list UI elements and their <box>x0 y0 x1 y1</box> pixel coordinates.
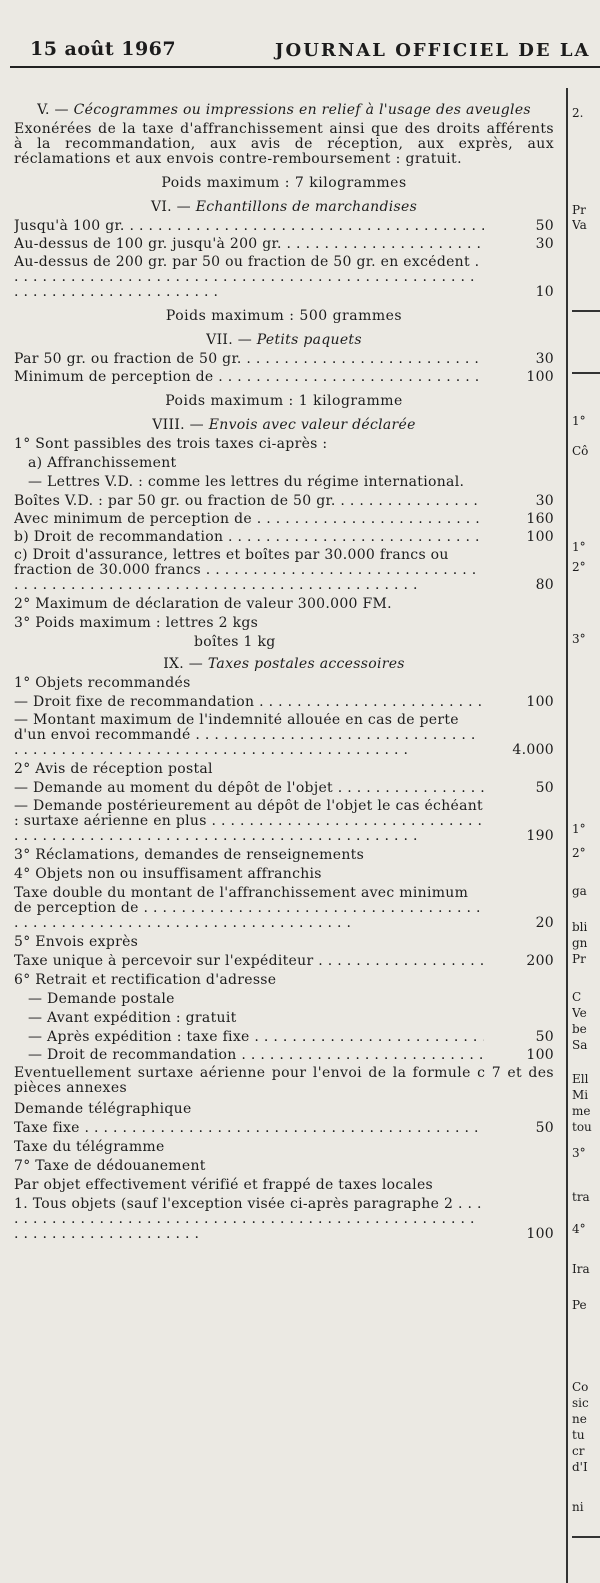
right-fragment: 4° <box>572 1222 586 1236</box>
right-fragment: Ve <box>572 1006 587 1020</box>
section-viii-intro: 1° Sont passibles des trois taxes ci-après : <box>14 436 328 452</box>
section-ix-s1: 1° Objets recommandés <box>14 675 191 691</box>
right-fragment: Pr <box>572 952 586 966</box>
right-rule <box>572 310 600 312</box>
right-rule <box>572 372 600 374</box>
right-fragment: d'I <box>572 1460 588 1474</box>
section-vi-max: Poids maximum : 500 grammes <box>165 308 403 324</box>
right-fragment: bli <box>572 920 588 934</box>
right-fragment: Cô <box>572 444 589 458</box>
section-vi-heading: VI. — Echantillons de marchandises <box>150 199 418 215</box>
right-fragment: Ell <box>572 1072 589 1086</box>
right-fragment: 2° <box>572 560 586 574</box>
right-fragment: Ira <box>572 1262 590 1276</box>
tariff-row: Taxe fixe . . . 50 <box>14 1121 554 1136</box>
right-fragment: cr <box>572 1444 585 1458</box>
section-v-heading: V. — Cécogrammes ou impressions en relief à l'usage des aveugles <box>37 102 531 118</box>
right-fragment: 3° <box>572 632 586 646</box>
tariff-row: — Demande postérieurement au dépôt de l'objet le cas échéant : surtaxe aérienne en plus . . . 190 <box>14 799 554 844</box>
tariff-row: 1. Tous objets (sauf l'exception visée ci-après paragraphe 2 . . . 100 <box>14 1197 554 1242</box>
left-column <box>14 96 554 1245</box>
section-ix-telegr: Demande télégraphique <box>14 1101 192 1117</box>
right-fragment: C <box>572 990 582 1004</box>
tariff-row: Jusqu'à 100 gr. . . . 50 <box>14 219 554 234</box>
column-rule <box>566 88 568 1583</box>
section-viii-poids: 3° Poids maximum : lettres 2 kgs <box>14 615 259 631</box>
right-fragment: tou <box>572 1120 592 1134</box>
tariff-row: — Droit fixe de recommandation . . . 100 <box>14 695 554 710</box>
section-ix-s7-text: Par objet effectivement vérifié et frappé de taxes locales <box>14 1177 434 1193</box>
section-v-max: Poids maximum : 7 kilogrammes <box>161 175 407 191</box>
tariff-row: Taxe double du montant de l'affranchissement avec minimum de perception de . . . 20 <box>14 886 554 931</box>
section-viii-max-decl: 2° Maximum de déclaration de valeur 300.000 FM. <box>14 596 392 612</box>
section-ix-s6-line: — Avant expédition : gratuit <box>28 1010 237 1026</box>
right-fragment: 3° <box>572 1146 586 1160</box>
section-viii-poids2: boîtes 1 kg <box>194 634 276 650</box>
header-rule <box>10 66 600 68</box>
tariff-row: — Après expédition : taxe fixe . . . 50 <box>14 1030 554 1045</box>
section-ix-s6-line: — Demande postale <box>28 991 175 1007</box>
tariff-row: Boîtes V.D. : par 50 gr. ou fraction de 50 gr. . . . 30 <box>14 494 554 509</box>
section-vii-heading: VII. — Petits paquets <box>206 332 362 348</box>
right-fragment: me <box>572 1104 591 1118</box>
right-fragment: sic <box>572 1396 589 1410</box>
tariff-row: Au-dessus de 200 gr. par 50 ou fraction de 50 gr. en excédent . . . 10 <box>14 255 554 300</box>
right-fragment: Pe <box>572 1298 587 1312</box>
right-fragment: Pr <box>572 203 586 217</box>
header-date: 15 août 1967 <box>30 38 177 60</box>
right-fragment: Co <box>572 1380 589 1394</box>
right-fragment: tra <box>572 1190 590 1204</box>
tariff-row: Au-dessus de 100 gr. jusqu'à 200 gr. . . . 30 <box>14 237 554 252</box>
right-fragment: gn <box>572 936 588 950</box>
section-ix-s3: 3° Réclamations, demandes de renseignements <box>14 847 365 863</box>
section-ix-heading: IX. — Taxes postales accessoires <box>163 656 405 672</box>
section-viii-a: a) Affranchissement <box>28 455 177 471</box>
section-ix-s2: 2° Avis de réception postal <box>14 761 213 777</box>
right-fragment: 2. <box>572 106 584 120</box>
section-viii-heading: VIII. — Envois avec valeur déclarée <box>152 417 416 433</box>
right-fragment: Va <box>572 218 587 232</box>
section-ix-eventuel: Eventuellement surtaxe aérienne pour l'envoi de la formule c 7 et des pièces annexes <box>14 1065 554 1096</box>
right-fragment: 2° <box>572 846 586 860</box>
right-fragment: 1° <box>572 414 586 428</box>
right-fragment: ga <box>572 884 587 898</box>
right-fragment: ne <box>572 1412 587 1426</box>
tariff-row: Avec minimum de perception de . . . 160 <box>14 512 554 527</box>
section-ix-s6: 6° Retrait et rectification d'adresse <box>14 972 277 988</box>
tariff-row: Minimum de perception de . . . 100 <box>14 370 554 385</box>
tariff-row: — Demande au moment du dépôt de l'objet . . . 50 <box>14 781 554 796</box>
tariff-row: c) Droit d'assurance, lettres et boîtes par 30.000 francs ou fraction de 30.000 francs . . . 80 <box>14 548 554 593</box>
section-ix-taxe-tel: Taxe du télégramme <box>14 1139 165 1155</box>
right-fragment: ni <box>572 1500 584 1514</box>
section-vii-max: Poids maximum : 1 kilogramme <box>165 393 403 409</box>
section-ix-s7: 7° Taxe de dédouanement <box>14 1158 206 1174</box>
right-fragment: Sa <box>572 1038 588 1052</box>
right-fragment: tu <box>572 1428 585 1442</box>
tariff-row: Taxe unique à percevoir sur l'expéditeur . . . 200 <box>14 954 554 969</box>
tariff-row: Par 50 gr. ou fraction de 50 gr. . . . 30 <box>14 352 554 367</box>
tariff-row: b) Droit de recommandation . . . 100 <box>14 530 554 545</box>
page-header <box>30 38 600 64</box>
section-viii-lettres: — Lettres V.D. : comme les lettres du régime international. <box>28 474 465 490</box>
header-title: JOURNAL OFFICIEL DE LA <box>275 40 591 61</box>
section-ix-s5: 5° Envois exprès <box>14 934 139 950</box>
section-ix-s4: 4° Objets non ou insuffisament affranchis <box>14 866 322 882</box>
right-fragment: be <box>572 1022 587 1036</box>
right-fragment: 1° <box>572 822 586 836</box>
tariff-row: — Droit de recommandation . . . 100 <box>14 1048 554 1063</box>
right-rule <box>572 1536 600 1538</box>
tariff-row: — Montant maximum de l'indemnité allouée en cas de perte d'un envoi recommandé . . . 4.000 <box>14 713 554 758</box>
section-v-para: Exonérées de la taxe d'affranchissement ainsi que des droits afférents à la recommandation, aux avis de réception, aux exprès, aux réclamations et aux envois contre-remboursement : gratuit. <box>14 121 554 167</box>
right-fragment: Mi <box>572 1088 589 1102</box>
right-fragment: 1° <box>572 540 586 554</box>
